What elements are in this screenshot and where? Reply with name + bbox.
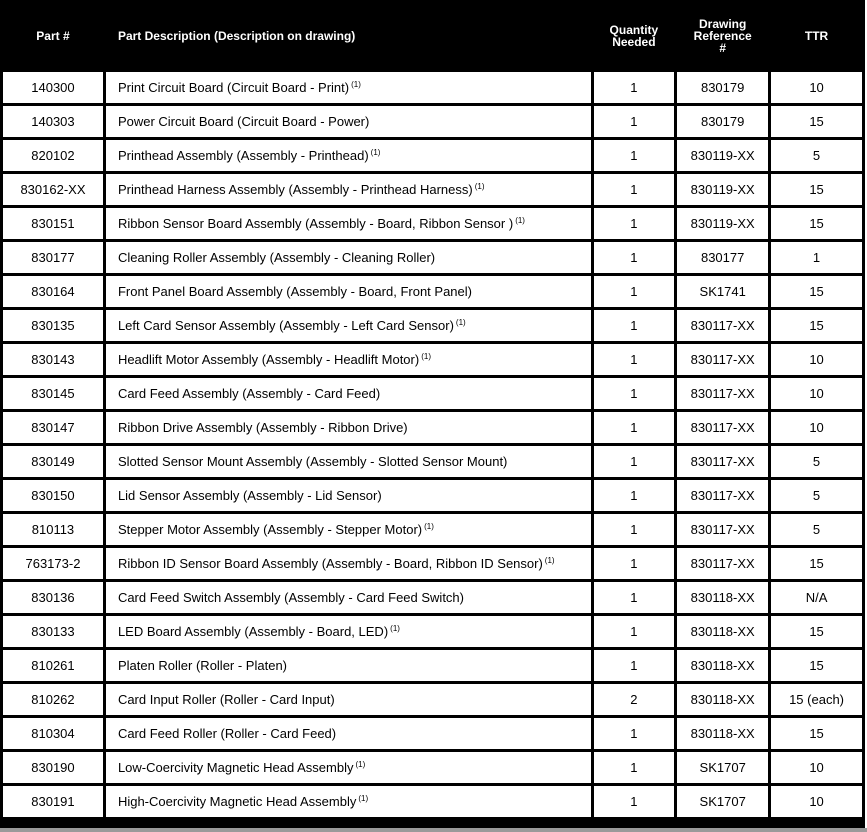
cell-drawing-reference: 830118-XX <box>677 650 768 681</box>
cell-part-description <box>106 514 591 545</box>
cell-ttr: 15 <box>771 106 862 137</box>
cell-quantity-needed: 1 <box>594 412 675 443</box>
cell-ttr: 10 <box>771 378 862 409</box>
cell-part-description <box>106 718 591 749</box>
cell-quantity-needed: 1 <box>594 344 675 375</box>
description-text: Slotted Sensor Mount Assembly (Assembly - Slotted Sensor Mount) <box>117 454 508 469</box>
header-quantity-line-1: Quantity <box>609 23 659 37</box>
cell-drawing-reference: 830179 <box>677 106 768 137</box>
cell-quantity-needed: 1 <box>594 616 675 647</box>
cell-drawing-reference: 830117-XX <box>677 310 768 341</box>
cell-ttr: 15 (each) <box>771 684 862 715</box>
cell-quantity-needed: 1 <box>594 140 675 171</box>
header-ttr: TTR <box>771 3 862 69</box>
cell-drawing-reference: 830117-XX <box>677 514 768 545</box>
description-text: Stepper Motor Assembly (Assembly - Stepper Motor) <box>117 522 423 537</box>
cell-part-description <box>106 582 591 613</box>
description-text: Cleaning Roller Assembly (Assembly - Cleaning Roller) <box>117 250 436 265</box>
bottom-rule <box>0 828 867 832</box>
cell-quantity-needed: 1 <box>594 72 675 103</box>
cell-ttr: 15 <box>771 718 862 749</box>
table-row <box>3 446 862 477</box>
cell-part-number: 810262 <box>3 684 103 715</box>
footnote-marker: (1) <box>455 318 466 327</box>
cell-quantity-needed: 1 <box>594 548 675 579</box>
cell-drawing-reference: 830177 <box>677 242 768 273</box>
cell-drawing-reference: 830118-XX <box>677 684 768 715</box>
description-text: Print Circuit Board (Circuit Board - Print) <box>117 80 350 95</box>
cell-drawing-reference: 830119-XX <box>677 208 768 239</box>
table-row <box>3 208 862 239</box>
table-row <box>3 310 862 341</box>
description-text: Left Card Sensor Assembly (Assembly - Left Card Sensor) <box>117 318 454 333</box>
cell-quantity-needed: 1 <box>594 480 675 511</box>
cell-quantity-needed: 1 <box>594 650 675 681</box>
cell-drawing-reference: 830117-XX <box>677 548 768 579</box>
description-text: Platen Roller (Roller - Platen) <box>117 658 288 673</box>
cell-part-number: 140300 <box>3 72 103 103</box>
table-row <box>3 412 862 443</box>
footnote-marker: (1) <box>474 182 485 191</box>
description-text: Card Feed Switch Assembly (Assembly - Card Feed Switch) <box>117 590 464 605</box>
table-row <box>3 616 862 647</box>
footnote-marker: (1) <box>544 556 555 565</box>
cell-part-description <box>106 446 591 477</box>
cell-ttr: 15 <box>771 548 862 579</box>
cell-part-description <box>106 140 591 171</box>
cell-part-number: 820102 <box>3 140 103 171</box>
cell-ttr: 5 <box>771 480 862 511</box>
header-part-number: Part # <box>3 3 103 69</box>
cell-part-description <box>106 174 591 205</box>
footnote-marker: (1) <box>390 624 400 633</box>
description-text: Headlift Motor Assembly (Assembly - Headlift Motor) <box>117 352 420 367</box>
footnote-marker: (1) <box>355 760 366 769</box>
header-quantity-needed <box>594 3 675 69</box>
cell-part-description <box>106 242 591 273</box>
cell-part-description <box>106 378 591 409</box>
cell-ttr: 15 <box>771 208 862 239</box>
cell-part-number: 830145 <box>3 378 103 409</box>
cell-quantity-needed: 1 <box>594 208 675 239</box>
cell-quantity-needed: 1 <box>594 514 675 545</box>
cell-ttr: 15 <box>771 174 862 205</box>
cell-part-number: 830164 <box>3 276 103 307</box>
cell-part-description <box>106 310 591 341</box>
header-drawing-line-1: Drawing <box>699 17 747 31</box>
cell-drawing-reference: 830179 <box>677 72 768 103</box>
table-row <box>3 140 862 171</box>
cell-part-number: 830143 <box>3 344 103 375</box>
table-row <box>3 650 862 681</box>
cell-part-description <box>106 72 591 103</box>
table-row <box>3 718 862 749</box>
cell-quantity-needed: 1 <box>594 276 675 307</box>
description-text: Front Panel Board Assembly (Assembly - Board, Front Panel) <box>117 284 472 299</box>
table-row <box>3 548 862 579</box>
description-text: Printhead Assembly (Assembly - Printhead) <box>117 148 369 163</box>
cell-quantity-needed: 1 <box>594 174 675 205</box>
cell-part-number: 830136 <box>3 582 103 613</box>
cell-part-number: 763173-2 <box>3 548 103 579</box>
description-text: LED Board Assembly (Assembly - Board, LED) <box>117 624 389 639</box>
cell-quantity-needed: 1 <box>594 106 675 137</box>
description-text: Ribbon Sensor Board Assembly (Assembly - Board, Ribbon Sensor ) <box>117 216 514 231</box>
cell-ttr: 15 <box>771 650 862 681</box>
cell-part-description <box>106 480 591 511</box>
cell-part-number: 830149 <box>3 446 103 477</box>
cell-drawing-reference: 830117-XX <box>677 412 768 443</box>
description-text: Lid Sensor Assembly (Assembly - Lid Sensor) <box>117 488 382 503</box>
cell-part-description <box>106 752 591 783</box>
cell-part-number: 830147 <box>3 412 103 443</box>
cell-part-number: 830177 <box>3 242 103 273</box>
table-row <box>3 378 862 409</box>
cell-quantity-needed: 1 <box>594 378 675 409</box>
cell-drawing-reference: SK1707 <box>677 752 768 783</box>
description-text: Printhead Harness Assembly (Assembly - Printhead Harness) <box>117 182 473 197</box>
table-row <box>3 276 862 307</box>
description-text: Card Feed Assembly (Assembly - Card Feed) <box>117 386 381 401</box>
cell-part-number: 830151 <box>3 208 103 239</box>
footnote-marker: (1) <box>351 80 361 89</box>
table-row <box>3 514 862 545</box>
cell-ttr: 10 <box>771 412 862 443</box>
cell-part-number: 810304 <box>3 718 103 749</box>
cell-part-description <box>106 650 591 681</box>
cell-part-number: 830135 <box>3 310 103 341</box>
cell-drawing-reference: 830119-XX <box>677 174 768 205</box>
cell-part-description <box>106 106 591 137</box>
cell-quantity-needed: 1 <box>594 786 675 817</box>
cell-drawing-reference: 830118-XX <box>677 718 768 749</box>
table-row <box>3 344 862 375</box>
cell-ttr: 15 <box>771 310 862 341</box>
cell-part-description <box>106 344 591 375</box>
description-text: Ribbon Drive Assembly (Assembly - Ribbon Drive) <box>117 420 408 435</box>
description-text: Card Feed Roller (Roller - Card Feed) <box>117 726 337 741</box>
cell-drawing-reference: 830117-XX <box>677 344 768 375</box>
cell-quantity-needed: 1 <box>594 310 675 341</box>
cell-ttr: 1 <box>771 242 862 273</box>
cell-drawing-reference: 830117-XX <box>677 378 768 409</box>
cell-ttr: 10 <box>771 786 862 817</box>
cell-drawing-reference: SK1741 <box>677 276 768 307</box>
cell-ttr: 10 <box>771 752 862 783</box>
cell-part-number: 830162-XX <box>3 174 103 205</box>
cell-part-description <box>106 786 591 817</box>
table-row <box>3 752 862 783</box>
table-row <box>3 480 862 511</box>
cell-part-description <box>106 548 591 579</box>
cell-ttr: N/A <box>771 582 862 613</box>
footnote-marker: (1) <box>424 522 434 531</box>
header-row <box>3 3 862 69</box>
cell-drawing-reference: 830117-XX <box>677 446 768 477</box>
footnote-marker: (1) <box>515 216 525 225</box>
cell-drawing-reference: 830118-XX <box>677 616 768 647</box>
cell-part-description <box>106 276 591 307</box>
footnote-marker: (1) <box>370 148 381 157</box>
cell-quantity-needed: 1 <box>594 242 675 273</box>
cell-part-number: 140303 <box>3 106 103 137</box>
table-row <box>3 684 862 715</box>
table-row <box>3 582 862 613</box>
description-text: Ribbon ID Sensor Board Assembly (Assembly - Board, Ribbon ID Sensor) <box>117 556 543 571</box>
cell-quantity-needed: 2 <box>594 684 675 715</box>
cell-ttr: 5 <box>771 446 862 477</box>
header-drawing-line-3: # <box>719 41 727 55</box>
cell-quantity-needed: 1 <box>594 446 675 477</box>
cell-part-number: 830191 <box>3 786 103 817</box>
cell-quantity-needed: 1 <box>594 718 675 749</box>
table-body <box>3 72 862 817</box>
cell-part-number: 830133 <box>3 616 103 647</box>
description-text: Card Input Roller (Roller - Card Input) <box>117 692 335 707</box>
footnote-marker: (1) <box>421 352 431 361</box>
cell-drawing-reference: SK1707 <box>677 786 768 817</box>
cell-quantity-needed: 1 <box>594 582 675 613</box>
cell-ttr: 10 <box>771 344 862 375</box>
description-text: Power Circuit Board (Circuit Board - Power) <box>117 114 370 129</box>
footnote-marker: (1) <box>358 794 369 803</box>
table-row <box>3 174 862 205</box>
cell-part-description <box>106 684 591 715</box>
cell-ttr: 5 <box>771 140 862 171</box>
cell-drawing-reference: 830119-XX <box>677 140 768 171</box>
cell-drawing-reference: 830117-XX <box>677 480 768 511</box>
header-drawing-line-2: Reference <box>693 29 752 43</box>
cell-ttr: 5 <box>771 514 862 545</box>
header-part-description: Part Description (Description on drawing) <box>106 3 591 69</box>
cell-part-number: 830150 <box>3 480 103 511</box>
cell-ttr: 10 <box>771 72 862 103</box>
table-row <box>3 72 862 103</box>
cell-part-number: 810113 <box>3 514 103 545</box>
cell-ttr: 15 <box>771 276 862 307</box>
cell-drawing-reference: 830118-XX <box>677 582 768 613</box>
cell-part-number: 810261 <box>3 650 103 681</box>
cell-part-description <box>106 412 591 443</box>
cell-ttr: 15 <box>771 616 862 647</box>
table-row <box>3 786 862 817</box>
header-drawing-reference <box>677 3 768 69</box>
description-text: High-Coercivity Magnetic Head Assembly <box>117 794 357 809</box>
table-row <box>3 106 862 137</box>
description-text: Low-Coercivity Magnetic Head Assembly <box>117 760 354 775</box>
cell-quantity-needed: 1 <box>594 752 675 783</box>
cell-part-number: 830190 <box>3 752 103 783</box>
table-header <box>3 3 862 69</box>
table-row <box>3 242 862 273</box>
cell-part-description <box>106 616 591 647</box>
header-quantity-line-2: Needed <box>612 35 656 49</box>
cell-part-description <box>106 208 591 239</box>
